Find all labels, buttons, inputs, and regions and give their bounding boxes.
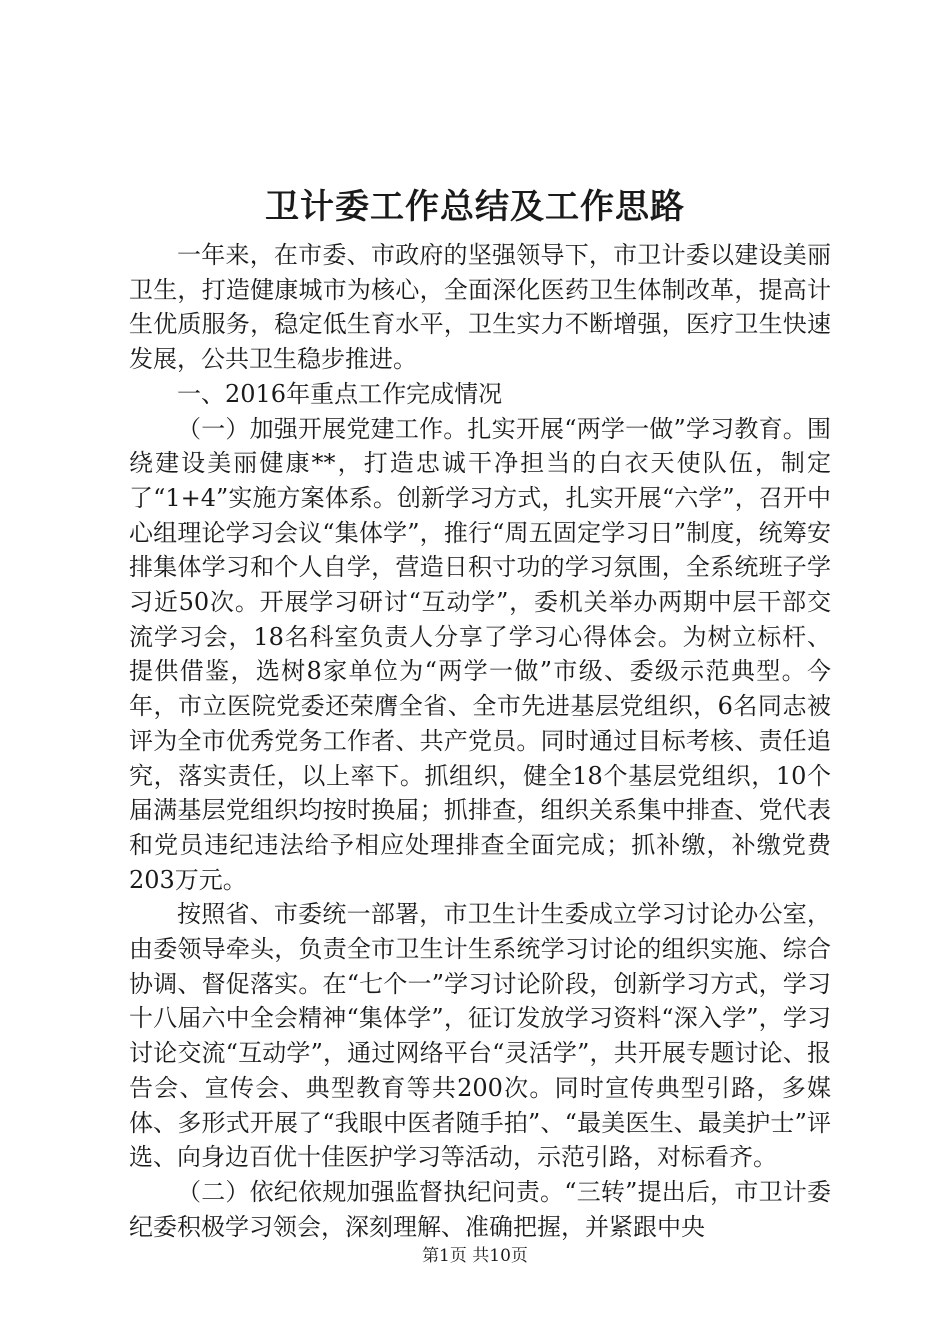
- paragraph-party-building: （一）加强开展党建工作。扎实开展“两学一做”学习教育。围绕建设美丽健康**，打造忠诚干净担当的白衣天使队伍，制定了“1+4”实施方案体系。创新学习方式，扎实开展“六学”，召开中心组理论学习会议“集体学”，推行“周五固定学习日”制度，统筹安排集体学习和个人自学，营造日积寸功的学习氛围，全系统班子学习近50次。开展学习研讨“互动学”，委机关举办两期中层干部交流学习会，18名科室负责人分享了学习心得体会。为树立标杆、提供借鉴，选树8家单位为“两学一做”市级、委级示范典型。今年，市立医院党委还荣膺全省、全市先进基层党组织，6名同志被评为全市优秀党务工作者、共产党员。同时通过目标考核、责任追究，落实责任，以上率下。抓组织，健全18个基层党组织，10个届满基层党组织均按时换届；抓排查，组织关系集中排查、党代表和党员违纪违法给予相应处理排查全面完成；抓补缴，补缴党费203万元。: [129, 414, 831, 894]
- page-number-footer: 第1页 共10页: [422, 1246, 528, 1266]
- paragraph-intro: 一年来，在市委、市政府的坚强领导下，市卫计委以建设美丽卫生，打造健康城市为核心，全面深化医药卫生体制改革，提高计生优质服务，稳定低生育水平，卫生实力不断增强，医疗卫生快速发展，公共卫生稳步推进。: [129, 241, 831, 374]
- paragraph-supervision: （二）依纪依规加强监督执纪问责。“三转”提出后，市卫计委纪委积极学习领会，深刻理解、准确把握，并紧跟中央: [129, 1177, 831, 1241]
- document-body: [129, 238, 831, 1244]
- document-title: 卫计委工作总结及工作思路: [265, 187, 685, 227]
- paragraph-study-discussion: 按照省、市委统一部署，市卫生计生委成立学习讨论办公室，由委领导牵头，负责全市卫生计生系统学习讨论的组织实施、综合协调、督促落实。在“七个一”学习讨论阶段，创新学习方式，学习十八届六中全会精神“集体学”，征订发放学习资料“深入学”，学习讨论交流“互动学”，通过网络平台“灵活学”，共开展专题讨论、报告会、宣传会、典型教育等共200次。同时宣传典型引路，多媒体、多形式开展了“我眼中医者随手拍”、“最美医生、最美护士”评选、向身边百优十佳医护学习等活动，示范引路，对标看齐。: [129, 900, 831, 1172]
- section-heading: 一、2016年重点工作完成情况: [177, 379, 503, 408]
